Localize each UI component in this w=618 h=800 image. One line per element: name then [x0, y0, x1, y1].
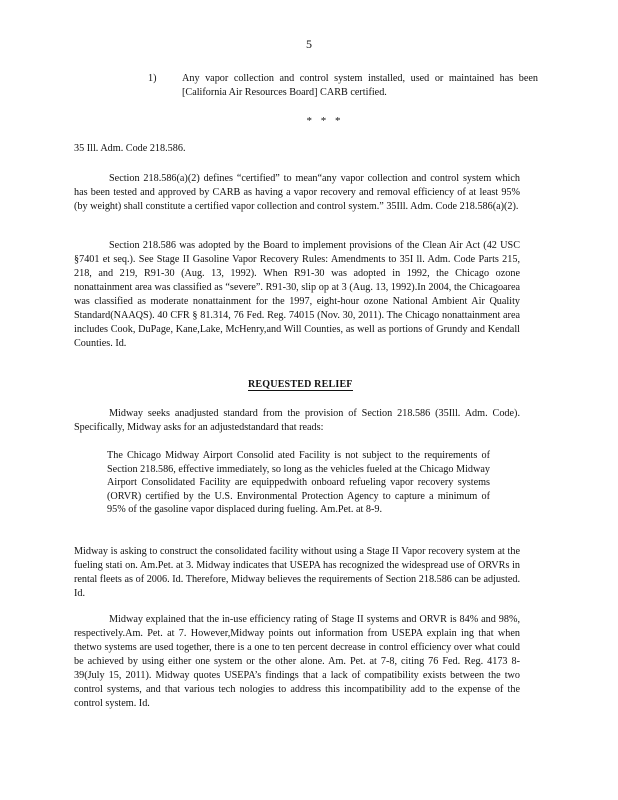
section-separator: * * *	[306, 115, 344, 127]
block-quote: The Chicago Midway Airport Consolid ated Facility is not subject to the requirements of Section 218.586, effective immediately, so long as the vehicles fueled at the Chicago Midway Airport Consolidated Facility are equippedwith onboard refueling vapor recovery systems (ORVR) certified by the U.S. Environmental Protection Agency to capture a minimum of 95% of the gasoline vapor displaced during fueling. Am.Pet. at 8-9.	[107, 450, 490, 516]
list-item-number: 1)	[148, 73, 157, 84]
section-heading: REQUESTED RELIEF	[248, 379, 353, 390]
list-item-text: Any vapor collection and control system installed, used or maintained has been [California Air Resources Board] CARB certified.	[182, 73, 538, 98]
paragraph-construction: Midway is asking to construct the consolidated facility without using a Stage II Vapor recovery system at the fueling stati on. Am.Pet. at 3. Midway indicates that USEPA has recognized the widespread use of ORVRs in rental fleets as of 2006. Id. Therefore, Midway believes the requirements of Section 218.586 can be adjusted. Id.	[74, 546, 520, 599]
page-number: 5	[306, 37, 312, 51]
numbered-list-item	[148, 72, 538, 100]
paragraph-request: Midway seeks anadjusted standard from the provision of Section 218.586 (35Ill. Adm. Code). Specifically, Midway asks for an adjustedstandard that reads:	[74, 408, 520, 433]
regulation-citation: 35 Ill. Adm. Code 218.586.	[74, 143, 186, 154]
paragraph-adoption-history: Section 218.586 was adopted by the Board to implement provisions of the Clean Air Act (42 USC §7401 et seq.). See Stage II Gasoline Vapor Recovery Rules: Amendments to 35I ll. Adm. Code Parts 215, 218, and 219, R91-30 (Aug. 13, 1992). When R91-30 was adopted in 1992, the Chicago ozone nonattainment area was classified as “severe”. R91-30, slip op at 3 (Aug. 13, 1992).In 2004, the Chicagoarea was classified as moderate nonattainment for the 1997, eight-hour ozone National Ambient Air Quality Standard(NAAQS). 40 CFR § 81.314, 76 Fed. Reg. 74015 (Nov. 30, 2011). The Chicago nonattainment area includes Cook, DuPage, Kane,Lake, McHenry,and Will Counties, as well as portions of Grundy and Kendall Counties. Id.	[74, 240, 520, 349]
paragraph-certified-definition: Section 218.586(a)(2) defines “certified” to mean“any vapor collection and control system which has been tested and approved by CARB as having a vapor recovery and removal efficiency of at least 95% (by weight) shall constitute a certified vapor collection and control system.” 35Ill. Adm. Code 218.586(a)(2).	[74, 173, 520, 212]
paragraph-efficiency: Midway explained that the in-use efficiency rating of Stage II systems and ORVR is 84% and 98%, respectively.Am. Pet. at 7. However,Midway points out information from USEPA explain ing that when thetwo systems are used together, there is a one to ten percent decrease in control efficiency over what could be achieved by using either one system or the other alone. Am. Pet. at 7-8, citing 76 Fed. Reg. 4173 8-39(July 15, 2011). Midway quotes USEPA’s findings that a lack of compatibility exists between the two control systems, and that various tech nologies to address this incompatibility add to the expense of the control system. Id.	[74, 614, 520, 709]
